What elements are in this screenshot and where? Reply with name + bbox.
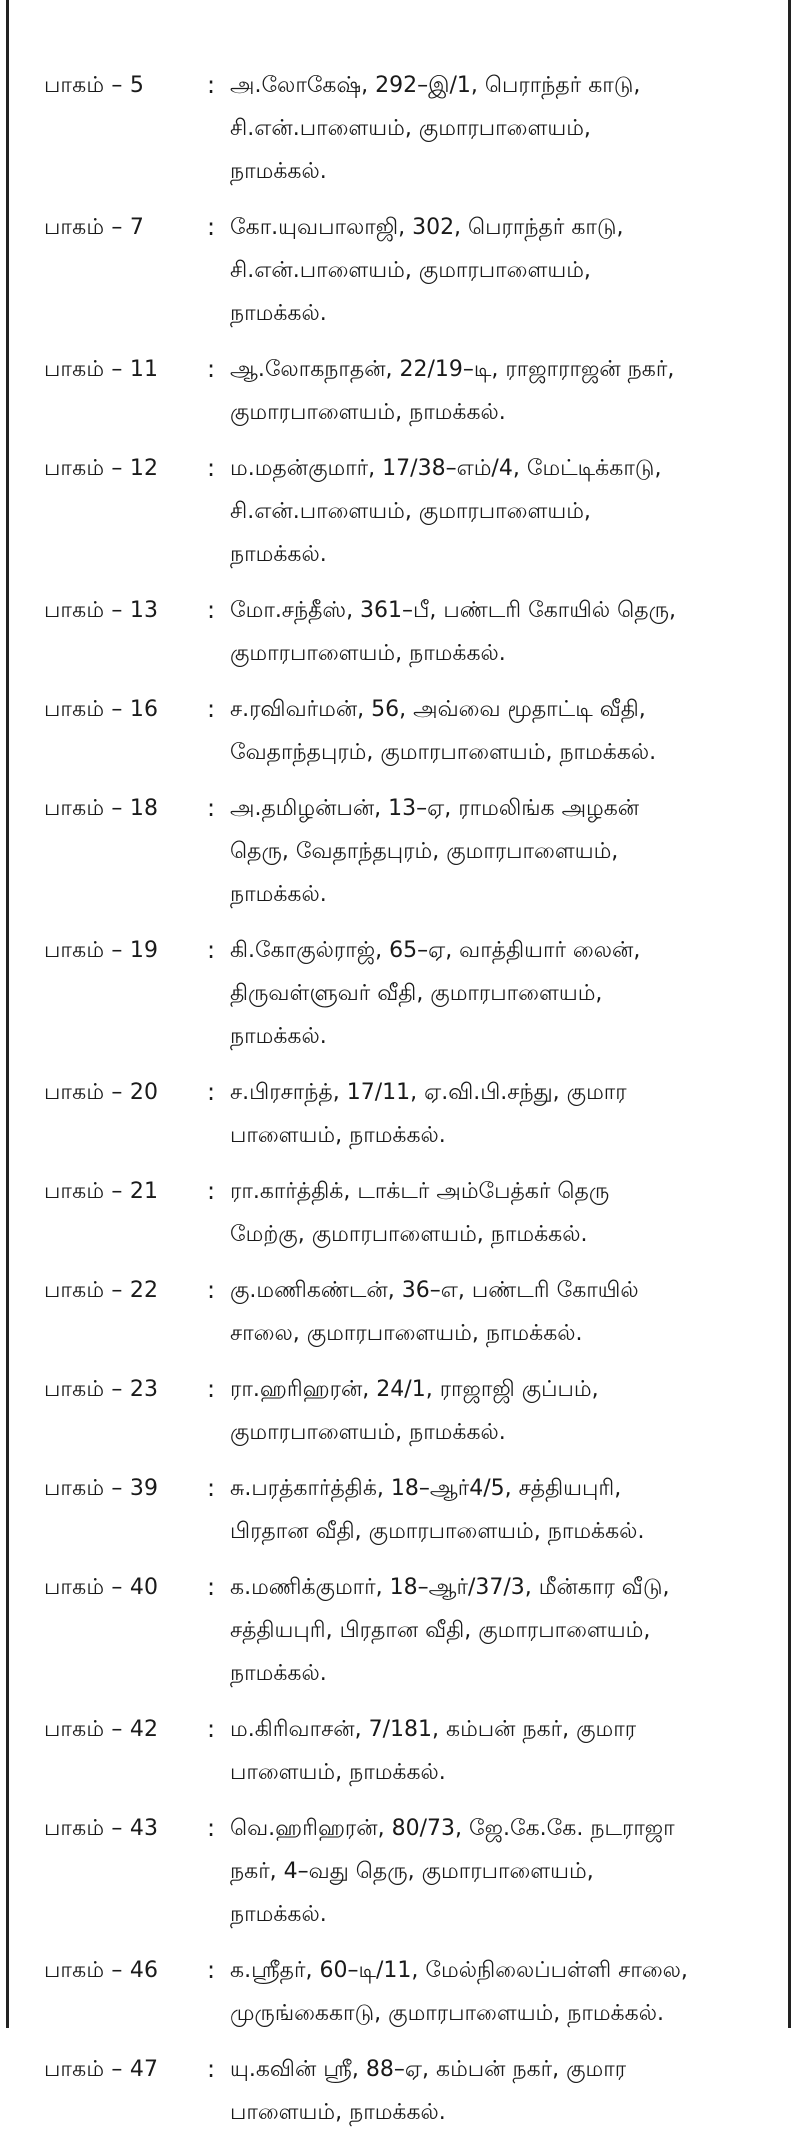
detail-line: திருவள்ளுவர் வீதி, குமாரபாளையம், xyxy=(230,981,603,1006)
part-number: பாகம் – 7 xyxy=(44,215,145,240)
member-details xyxy=(230,64,754,193)
member-details xyxy=(230,348,754,434)
separator-colon: : xyxy=(206,213,216,241)
detail-line: க.மணிக்குமார், 18–ஆர்/37/3, மீன்கார வீடு, xyxy=(230,1575,670,1600)
detail-line: சி.என்.பாளையம், குமாரபாளையம், xyxy=(230,116,591,141)
detail-line: ச.ரவிவர்மன், 56, அவ்வை மூதாட்டி வீதி, xyxy=(230,697,646,722)
detail-line: யு.கவின் ஸ்ரீ, 88–ஏ, கம்பன் நகர், குமார xyxy=(230,2057,627,2082)
part-number: பாகம் – 12 xyxy=(44,456,159,481)
part-number: பாகம் – 20 xyxy=(44,1080,159,1105)
separator-colon: : xyxy=(206,1956,216,1984)
detail-line: நாமக்கல். xyxy=(230,1902,327,1927)
member-details xyxy=(230,206,754,335)
member-details xyxy=(230,1949,754,2035)
detail-line: கி.கோகுல்ராஜ், 65–ஏ, வாத்தியார் லைன், xyxy=(230,938,641,963)
detail-line: நாமக்கல். xyxy=(230,301,327,326)
detail-line: தெரு, வேதாந்தபுரம், குமாரபாளையம், xyxy=(230,839,619,864)
list-item xyxy=(0,348,800,434)
detail-line: மேற்கு, குமாரபாளையம், நாமக்கல். xyxy=(230,1222,588,1247)
part-number: பாகம் – 39 xyxy=(44,1476,159,1501)
separator-colon: : xyxy=(206,1474,216,1502)
detail-line: குமாரபாளையம், நாமக்கல். xyxy=(230,400,506,425)
detail-line: ரா.ஹரிஹரன், 24/1, ராஜாஜி குப்பம், xyxy=(230,1377,599,1402)
member-details xyxy=(230,447,754,576)
detail-line: பிரதான வீதி, குமாரபாளையம், நாமக்கல். xyxy=(230,1519,645,1544)
member-details xyxy=(230,1807,754,1936)
detail-line: அ.தமிழன்பன், 13–ஏ, ராமலிங்க அழகன் xyxy=(230,796,640,821)
detail-line: நாமக்கல். xyxy=(230,882,327,907)
part-number: பாகம் – 13 xyxy=(44,598,159,623)
list-item xyxy=(0,1566,800,1695)
list-item xyxy=(0,447,800,576)
detail-line: அ.லோகேஷ், 292–இ/1, பெராந்தர் காடு, xyxy=(230,73,641,98)
detail-line: பாளையம், நாமக்கல். xyxy=(230,1760,446,1785)
member-details xyxy=(230,929,754,1058)
member-details xyxy=(230,1071,754,1157)
detail-line: ம.மதன்குமார், 17/38–எம்/4, மேட்டிக்காடு, xyxy=(230,456,662,481)
list-item xyxy=(0,206,800,335)
detail-line: பாளையம், நாமக்கல். xyxy=(230,2100,446,2125)
list-item xyxy=(0,2048,800,2134)
separator-colon: : xyxy=(206,695,216,723)
member-details xyxy=(230,1170,754,1256)
detail-line: சு.பரத்கார்த்திக், 18–ஆர்4/5, சத்தியபுரி, xyxy=(230,1476,622,1501)
part-number: பாகம் – 40 xyxy=(44,1575,159,1600)
detail-line: குமாரபாளையம், நாமக்கல். xyxy=(230,1420,506,1445)
detail-line: மோ.சந்தீஸ், 361–பீ, பண்டரி கோயில் தெரு, xyxy=(230,598,676,623)
separator-colon: : xyxy=(206,2055,216,2083)
separator-colon: : xyxy=(206,1715,216,1743)
part-number: பாகம் – 5 xyxy=(44,73,145,98)
detail-line: சத்தியபுரி, பிரதான வீதி, குமாரபாளையம், xyxy=(230,1618,651,1643)
detail-line: முருங்கைகாடு, குமாரபாளையம், நாமக்கல். xyxy=(230,2001,664,2026)
list-item xyxy=(0,929,800,1058)
detail-line: பாளையம், நாமக்கல். xyxy=(230,1123,446,1148)
detail-line: நாமக்கல். xyxy=(230,159,327,184)
part-number: பாகம் – 43 xyxy=(44,1816,159,1841)
list-item xyxy=(0,1708,800,1794)
detail-line: ரா.கார்த்திக், டாக்டர் அம்பேத்கர் தெரு xyxy=(230,1179,610,1204)
part-number: பாகம் – 23 xyxy=(44,1377,159,1402)
member-details xyxy=(230,1368,754,1454)
list-item xyxy=(0,1949,800,2035)
detail-line: ஆ.லோகநாதன், 22/19–டி, ராஜாராஜன் நகர், xyxy=(230,357,675,382)
part-number: பாகம் – 42 xyxy=(44,1717,159,1742)
detail-line: நகர், 4–வது தெரு, குமாரபாளையம், xyxy=(230,1859,594,1884)
separator-colon: : xyxy=(206,355,216,383)
part-number: பாகம் – 18 xyxy=(44,796,159,821)
detail-line: வெ.ஹரிஹரன், 80/73, ஜே.கே.கே. நடராஜா xyxy=(230,1816,675,1841)
member-details xyxy=(230,1708,754,1794)
separator-colon: : xyxy=(206,1573,216,1601)
member-details xyxy=(230,2048,754,2134)
list-item xyxy=(0,1170,800,1256)
list-item xyxy=(0,589,800,675)
list-item xyxy=(0,1071,800,1157)
list-item xyxy=(0,1269,800,1355)
part-number: பாகம் – 11 xyxy=(44,357,159,382)
separator-colon: : xyxy=(206,1814,216,1842)
separator-colon: : xyxy=(206,936,216,964)
detail-line: சி.என்.பாளையம், குமாரபாளையம், xyxy=(230,499,591,524)
detail-line: நாமக்கல். xyxy=(230,1024,327,1049)
separator-colon: : xyxy=(206,1375,216,1403)
detail-line: நாமக்கல். xyxy=(230,1661,327,1686)
separator-colon: : xyxy=(206,71,216,99)
detail-line: க.ஸ்ரீதர், 60–டி/11, மேல்நிலைப்பள்ளி சாலை, xyxy=(230,1958,688,1983)
part-number: பாகம் – 47 xyxy=(44,2057,159,2082)
detail-line: வேதாந்தபுரம், குமாரபாளையம், நாமக்கல். xyxy=(230,740,657,765)
separator-colon: : xyxy=(206,1177,216,1205)
member-details xyxy=(230,1566,754,1695)
separator-colon: : xyxy=(206,1078,216,1106)
member-details xyxy=(230,787,754,916)
separator-colon: : xyxy=(206,1276,216,1304)
part-number: பாகம் – 16 xyxy=(44,697,159,722)
member-details xyxy=(230,589,754,675)
member-details xyxy=(230,1467,754,1553)
detail-line: சி.என்.பாளையம், குமாரபாளையம், xyxy=(230,258,591,283)
separator-colon: : xyxy=(206,794,216,822)
part-number: பாகம் – 21 xyxy=(44,1179,159,1204)
entry-list xyxy=(0,64,800,2147)
detail-line: ச.பிரசாந்த், 17/11, ஏ.வி.பி.சந்து, குமார xyxy=(230,1080,627,1105)
detail-line: சாலை, குமாரபாளையம், நாமக்கல். xyxy=(230,1321,583,1346)
separator-colon: : xyxy=(206,596,216,624)
list-item xyxy=(0,787,800,916)
list-item xyxy=(0,688,800,774)
list-item xyxy=(0,1807,800,1936)
separator-colon: : xyxy=(206,454,216,482)
detail-line: குமாரபாளையம், நாமக்கல். xyxy=(230,641,506,666)
part-number: பாகம் – 46 xyxy=(44,1958,159,1983)
member-details xyxy=(230,1269,754,1355)
member-details xyxy=(230,688,754,774)
detail-line: கோ.யுவபாலாஜி, 302, பெராந்தர் காடு, xyxy=(230,215,624,240)
list-item xyxy=(0,1368,800,1454)
part-number: பாகம் – 22 xyxy=(44,1278,159,1303)
list-item xyxy=(0,64,800,193)
detail-line: ம.கிரிவாசன், 7/181, கம்பன் நகர், குமார xyxy=(230,1717,637,1742)
part-number: பாகம் – 19 xyxy=(44,938,159,963)
detail-line: கு.மணிகண்டன், 36–எ, பண்டரி கோயில் xyxy=(230,1278,639,1303)
list-item xyxy=(0,1467,800,1553)
detail-line: நாமக்கல். xyxy=(230,542,327,567)
